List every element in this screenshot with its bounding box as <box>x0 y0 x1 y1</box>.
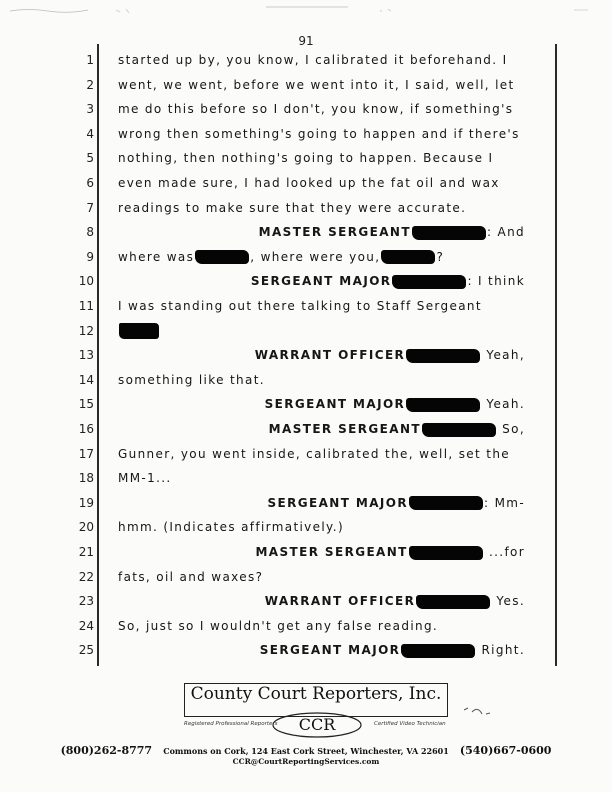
transcript-line <box>0 269 612 294</box>
logo-letters: CCR <box>298 715 336 734</box>
transcript-line <box>0 442 612 467</box>
transcript-line <box>0 343 612 368</box>
line-text: MM-1... <box>118 471 172 486</box>
line-number: 6 <box>86 176 94 190</box>
tagline-right: Certified Video Technician <box>374 721 446 727</box>
text-segment: where was <box>118 249 195 264</box>
redaction-bar <box>381 250 435 264</box>
transcript-line <box>0 73 612 98</box>
redaction-bar <box>422 423 496 437</box>
speaker-line <box>0 220 525 245</box>
transcript-line <box>0 589 612 614</box>
speaker-text: : I think <box>467 274 525 289</box>
company-name: County Court Reporters, Inc. <box>190 684 442 704</box>
line-text: nothing, then nothing's going to happen. Because I <box>118 151 494 166</box>
speaker-label: SERGEANT MAJOR <box>259 643 401 658</box>
redaction-bar <box>409 546 483 560</box>
line-number: 25 <box>78 643 94 658</box>
transcript-line <box>0 220 612 245</box>
redacted-line <box>118 319 546 344</box>
speaker-line <box>0 417 525 442</box>
transcript-line <box>0 171 612 196</box>
line-number: 13 <box>78 348 94 363</box>
line-text <box>118 245 546 270</box>
transcript-line <box>0 245 612 270</box>
line-number: 19 <box>78 495 94 510</box>
line-number: 12 <box>78 323 94 338</box>
transcript-line <box>0 491 612 516</box>
speaker-text: Yeah, <box>481 348 525 363</box>
tagline-left: Registered Professional Reporters <box>184 721 278 727</box>
phone-left: (800)262-8777 <box>60 744 153 757</box>
line-number: 7 <box>86 200 94 215</box>
speaker-text: : And <box>486 225 525 240</box>
speaker-line <box>0 343 525 368</box>
transcript-line <box>0 122 612 147</box>
address: Commons on Cork, 124 East Cork Street, Winchester, VA 22601 <box>163 746 449 756</box>
email: CCR@CourtReportingServices.com <box>232 757 380 766</box>
transcript-line <box>0 146 612 171</box>
line-number: 11 <box>78 299 94 313</box>
scan-artifact <box>8 4 604 18</box>
speaker-label: SERGEANT MAJOR <box>267 495 409 510</box>
line-text: even made sure, I had looked up the fat oil and wax <box>118 176 500 190</box>
line-text: So, just so I wouldn't get any false reading. <box>118 618 439 633</box>
redaction-bar <box>119 323 159 339</box>
page-number: 91 <box>298 34 314 48</box>
speaker-line <box>0 540 525 565</box>
line-text: readings to make sure that they were accurate. <box>118 200 467 215</box>
line-number: 22 <box>78 569 94 584</box>
transcript-line <box>0 392 612 417</box>
line-number: 5 <box>86 151 94 166</box>
transcript-line <box>0 368 612 393</box>
text-segment: ? <box>436 249 445 264</box>
transcript-line <box>0 515 612 540</box>
transcript-line <box>0 540 612 565</box>
line-number: 18 <box>78 471 94 486</box>
line-number: 14 <box>78 372 94 387</box>
speaker-text: Yes. <box>491 594 525 609</box>
speaker-text: Right. <box>476 643 525 658</box>
line-number: 8 <box>86 225 94 240</box>
line-number: 2 <box>86 77 94 92</box>
line-text: hmm. (Indicates affirmatively.) <box>118 520 344 535</box>
redaction-bar <box>392 275 466 289</box>
line-number: 9 <box>86 249 94 264</box>
speaker-line <box>0 392 525 417</box>
line-text: Gunner, you went inside, calibrated the, well, set the <box>118 446 511 461</box>
line-text: wrong then something's going to happen and if there's <box>118 126 520 141</box>
speaker-text: Yeah. <box>481 397 525 412</box>
speaker-label: MASTER SERGEANT <box>258 225 411 240</box>
speaker-label: MASTER SERGEANT <box>268 422 421 436</box>
line-number: 16 <box>78 422 94 436</box>
redaction-bar <box>195 250 249 264</box>
speaker-line <box>0 638 525 663</box>
line-number: 21 <box>78 545 94 559</box>
speaker-line <box>0 491 525 516</box>
redaction-bar <box>406 398 480 412</box>
speaker-text: So, <box>497 422 525 436</box>
scribble-mark <box>460 702 500 722</box>
transcript-line <box>0 294 612 319</box>
transcript-line <box>0 48 612 73</box>
transcript-line <box>0 319 612 344</box>
line-text: I was standing out there talking to Staff Sergeant <box>118 299 482 313</box>
transcript-line <box>0 97 612 122</box>
speaker-label: MASTER SERGEANT <box>255 545 408 559</box>
phone-right: (540)667-0600 <box>459 744 552 757</box>
speaker-text: : Mm- <box>484 495 525 510</box>
speaker-label: SERGEANT MAJOR <box>264 397 406 412</box>
transcript-line <box>0 638 612 663</box>
speaker-line <box>0 269 525 294</box>
speaker-text: ...for <box>483 545 525 559</box>
speaker-line <box>0 589 525 614</box>
redaction-bar <box>406 349 480 363</box>
redaction-bar <box>416 595 490 609</box>
text-segment: , where were you, <box>250 249 381 264</box>
line-text: went, we went, before we went into it, I said, well, let <box>118 77 515 92</box>
line-number: 15 <box>78 397 94 412</box>
redaction-bar <box>409 496 483 510</box>
line-number: 4 <box>86 126 94 141</box>
speaker-label: WARRANT OFFICER <box>264 594 416 609</box>
redaction-bar <box>401 644 475 658</box>
line-number: 24 <box>78 618 94 633</box>
transcript-line <box>0 614 612 639</box>
line-number: 17 <box>78 446 94 461</box>
speaker-label: SERGEANT MAJOR <box>250 274 392 289</box>
transcript-line <box>0 196 612 221</box>
redaction-bar <box>412 226 486 240</box>
line-text: me do this before so I don't, you know, if something's <box>118 102 514 117</box>
speaker-label: WARRANT OFFICER <box>254 348 406 363</box>
line-text: something like that. <box>118 372 265 387</box>
contact-line <box>0 744 612 757</box>
line-number: 3 <box>86 102 94 117</box>
line-text: started up by, you know, I calibrated it beforehand. I <box>118 53 508 67</box>
line-number: 1 <box>86 53 94 67</box>
transcript-line <box>0 565 612 590</box>
line-number: 20 <box>78 520 94 535</box>
transcript-line <box>0 466 612 491</box>
line-number: 10 <box>78 274 94 289</box>
line-number: 23 <box>78 594 94 609</box>
transcript-line <box>0 417 612 442</box>
line-text: fats, oil and waxes? <box>118 569 264 584</box>
